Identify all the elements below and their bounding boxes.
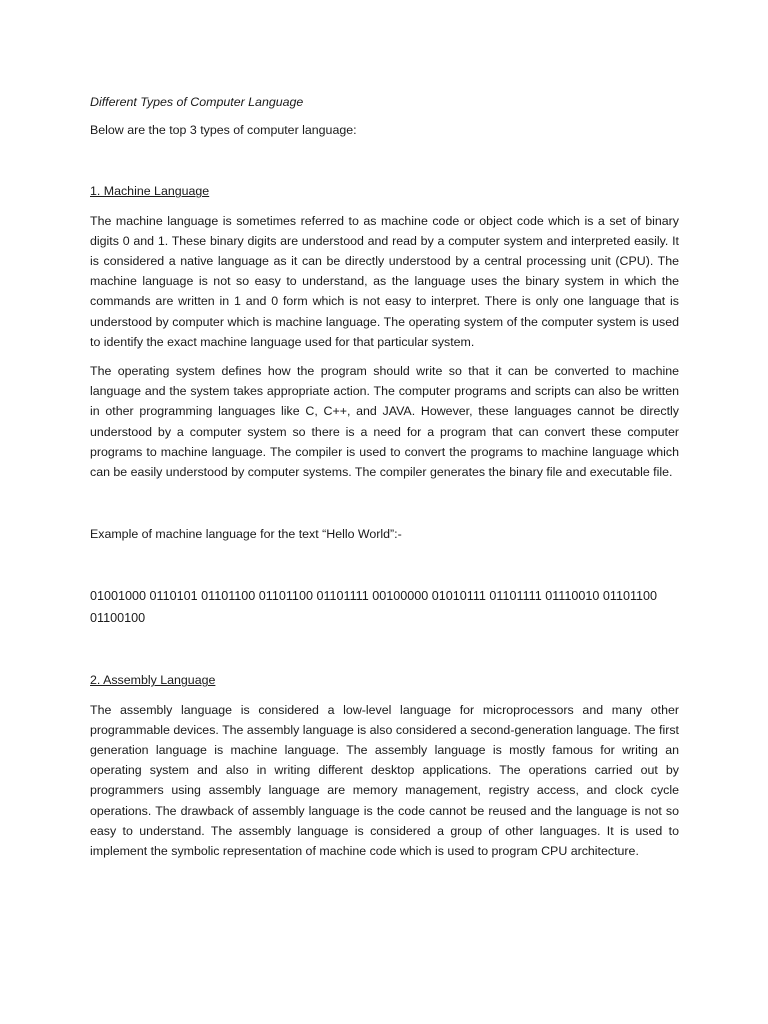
document-body xyxy=(90,92,679,861)
document-title: Different Types of Computer Language xyxy=(90,95,304,109)
assembly-language-paragraph-1: The assembly language is considered a low-level language for microprocessors and many other programmable devices. The assembly language is also considered a second-generation language. The first generation language is machine language. The assembly language is mostly famous for writing an operating system and also in writing different desktop applications. The operations carried out by programmers using assembly language are memory management, registry access, and clock cycle operations. The drawback of assembly language is the code cannot be reused and the language is not so easy to understand. The assembly language is considered a group of other languages. It is used to implement the symbolic representation of machine code which is used to program CPU architecture. xyxy=(90,702,679,859)
machine-language-paragraph-2: The operating system defines how the program should write so that it can be converted to machine language and the system takes appropriate action. The computer programs and scripts can also be written in other programming languages like C, C++, and JAVA. However, these languages cannot be directly understood by a computer system so there is a need for a program that can convert these computer programs to machine language. The compiler is used to convert the programs to machine language which can be easily understood by computer systems. The compiler generates the binary file and executable file. xyxy=(90,364,679,480)
section-heading-machine-language: 1. Machine Language xyxy=(90,184,210,199)
example-binary-code: 01001000 0110101 01101100 01101100 01101111 00100000 01010111 01101111 01110010 01101100 01100100 xyxy=(90,589,658,626)
intro-text: Below are the top 3 types of computer language: xyxy=(90,123,357,138)
machine-language-paragraph-1: The machine language is sometimes referred to as machine code or object code which is a set of binary digits 0 and 1. These binary digits are understood and read by a computer system and interpreted easily. It is considered a native language as it can be directly understood by a central processing unit (CPU). The machine language is not so easy to understand, as the language uses the binary system in which the commands are written in 1 and 0 form which is not easy to interpret. There is only one language that is understood by computer which is machine language. The operating system of the computer system is used to identify the exact machine language used for that particular system. xyxy=(90,213,679,349)
example-label: Example of machine language for the text “Hello World”:- xyxy=(90,527,402,542)
section-heading-assembly-language: 2. Assembly Language xyxy=(90,673,216,688)
